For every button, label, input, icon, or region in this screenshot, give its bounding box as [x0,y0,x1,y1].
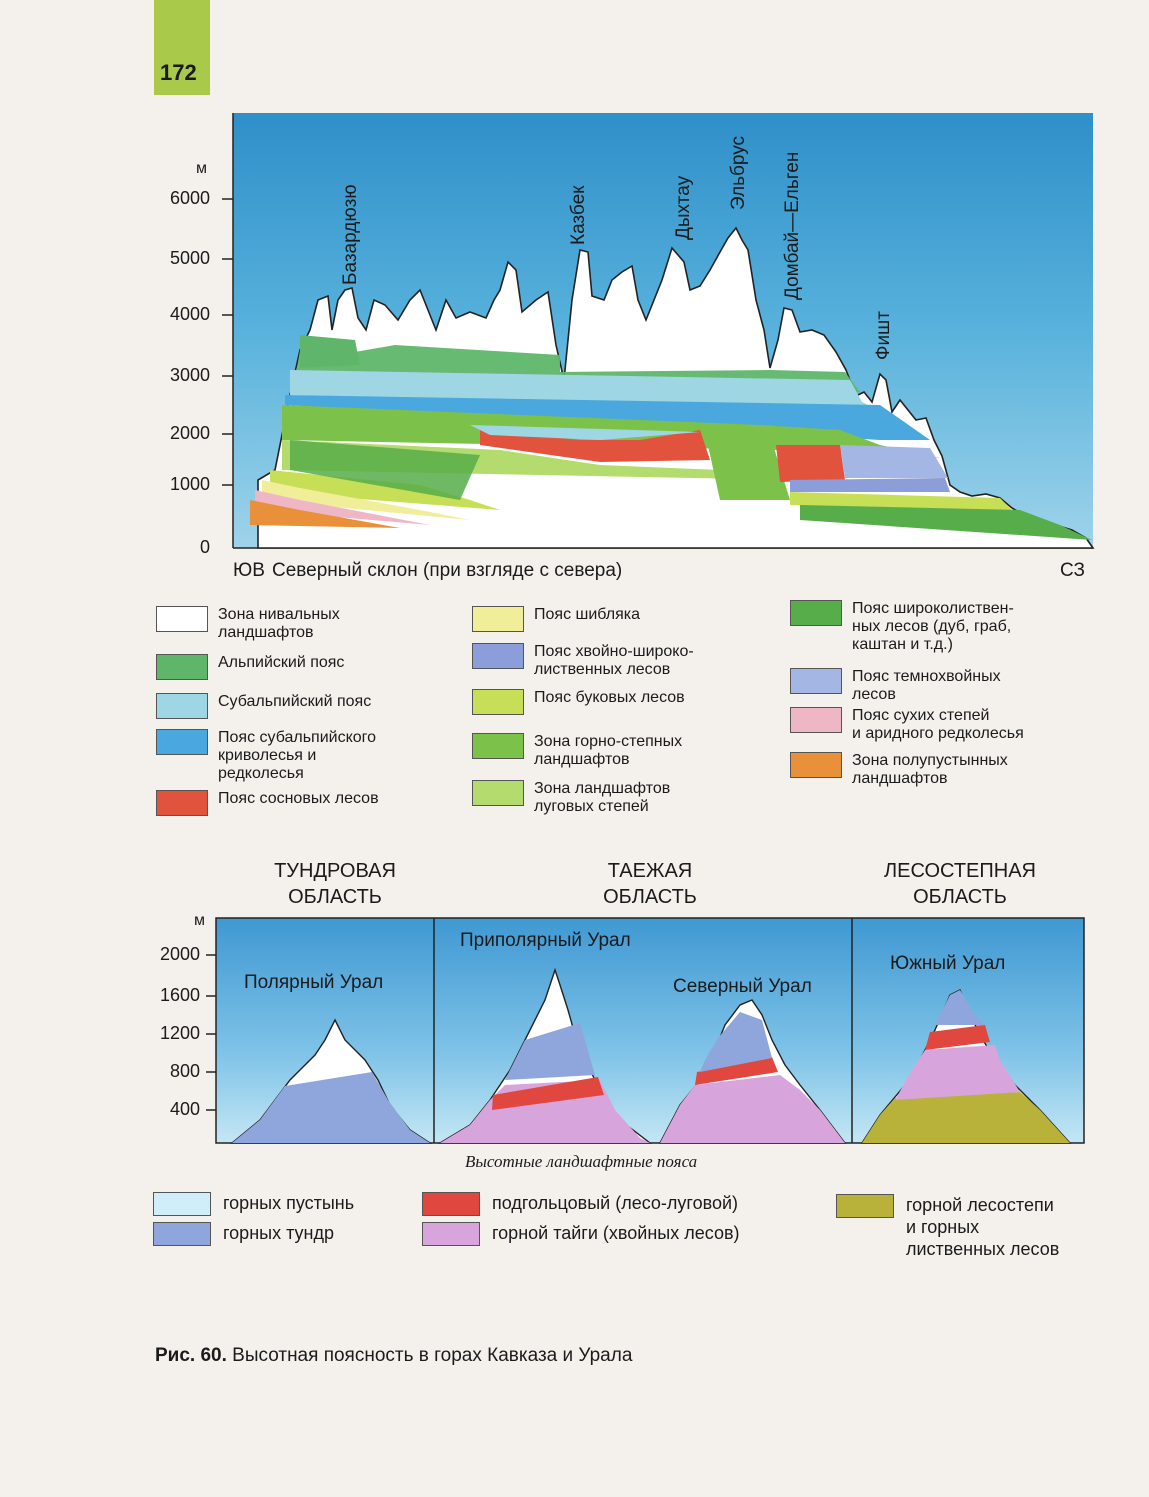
legend-swatch [790,707,842,733]
legend-swatch [472,643,524,669]
legend-swatch [156,654,208,680]
legend-item [472,733,682,769]
ural-subtitle: Высотные ландшафтные пояса [465,1152,698,1171]
caucasus-y-tick: 5000 [169,248,210,268]
caption-text: Высотная поясность в горах Кавказа и Урала [226,1345,633,1366]
legend-item [422,1192,738,1216]
legend-swatch [472,733,524,759]
legend-item [156,790,379,816]
caucasus-y-tick: 0 [199,537,210,557]
legend-label: горной тайги (хвойных лесов) [492,1223,740,1243]
legend-swatch [153,1222,211,1246]
ural-y-tick: 400 [169,1099,200,1119]
caucasus-y-unit: м [196,160,207,177]
legend-swatch [153,1192,211,1216]
legend-label: Зона горно-степных ландшафтов [534,733,683,768]
legend-item [472,689,685,715]
legend-item [472,643,694,679]
axis-title: Северный склон (при взгляде с севера) [272,560,623,581]
caption-prefix: Рис. 60. [155,1345,227,1366]
legend-swatch [836,1194,894,1218]
caucasus-profile [0,0,1149,600]
legend-swatch [156,606,208,632]
legend-label: горных тундр [223,1223,334,1243]
legend-item [790,668,1001,704]
legend-swatch [472,606,524,632]
legend-label: Зона нивальных ландшафтов [218,606,340,641]
mountain-label: Северный Урал [673,976,812,997]
legend-item [153,1222,334,1246]
legend-item [422,1222,740,1246]
legend-item [156,654,344,680]
legend-label: подгольцовый (лесо-луговой) [492,1193,739,1213]
legend-label: Пояс сухих степей и аридного редколесья [852,707,1024,742]
axis-right-label: СЗ [1060,560,1085,581]
ural-y-tick: 2000 [159,944,200,964]
legend-item [156,729,376,783]
ural-y-tick: 1600 [159,985,200,1005]
ural-y-tick: 800 [169,1061,200,1081]
caucasus-y-tick: 4000 [169,304,210,324]
legend-label: Пояс хвойно-широко- лиственных лесов [534,643,694,678]
mountain-label: Приполярный Урал [460,930,631,951]
peak-label: Домбай—Ельген [782,151,803,300]
figure-caption [155,1345,632,1367]
peak-label: Фишт [873,310,894,360]
legend-item [156,693,371,719]
legend-item [836,1194,1059,1260]
legend-label: Пояс сосновых лесов [218,790,379,807]
caucasus-y-tick: 3000 [169,365,210,385]
legend-label: Пояс шибляка [534,606,640,623]
legend-swatch [790,752,842,778]
legend-label: Субальпийский пояс [218,693,372,710]
region-title: ТУНДРОВАЯ ОБЛАСТЬ [274,860,396,908]
peak-label: Дыхтау [673,175,694,240]
legend-label: Пояс буковых лесов [534,689,685,706]
legend-swatch [472,780,524,806]
region-title: ТАЕЖАЯ ОБЛАСТЬ [603,860,697,908]
legend-label: Зона полупустынных ландшафтов [852,752,1008,787]
legend-item [790,752,1008,788]
mountain-label: Полярный Урал [244,972,384,993]
peak-label: Базардюзю [340,184,361,285]
legend-item [790,600,1014,654]
legend-item [472,780,670,816]
legend-item [153,1192,354,1216]
caucasus-y-tick: 2000 [169,423,210,443]
legend-label: Альпийский пояс [218,654,345,671]
axis-left-label: ЮВ [233,560,265,581]
legend-item [156,606,340,642]
ural-y-tick: 1200 [159,1023,200,1043]
legend-swatch [790,600,842,626]
legend-swatch [790,668,842,694]
legend-swatch [422,1192,480,1216]
legend-swatch [156,693,208,719]
caucasus-y-tick: 6000 [169,188,210,208]
legend-label: Зона ландшафтов луговых степей [534,780,671,815]
legend-label: Пояс субальпийского криволесья и редколесья [218,729,377,782]
legend-swatch [422,1222,480,1246]
legend-label: горной лесостепи и горных лиственных лесов [906,1195,1060,1259]
legend-label: Пояс широколиствен- ных лесов (дуб, граб, каштан и т.д.) [852,600,1014,653]
mountain-label: Южный Урал [890,953,1006,974]
page-number: 172 [160,60,197,85]
legend-swatch [156,790,208,816]
legend-item [472,606,640,632]
region-title: ЛЕСОСТЕПНАЯ ОБЛАСТЬ [884,860,1036,908]
legend-swatch [156,729,208,755]
legend-label: горных пустынь [223,1193,355,1213]
legend-label: Пояс темнохвойных лесов [852,668,1001,703]
legend-item [790,707,1024,743]
peak-label: Эльбрус [728,135,749,210]
peak-label: Казбек [568,185,589,245]
ural-y-unit: м [194,912,205,929]
caucasus-y-tick: 1000 [169,474,210,494]
legend-swatch [472,689,524,715]
